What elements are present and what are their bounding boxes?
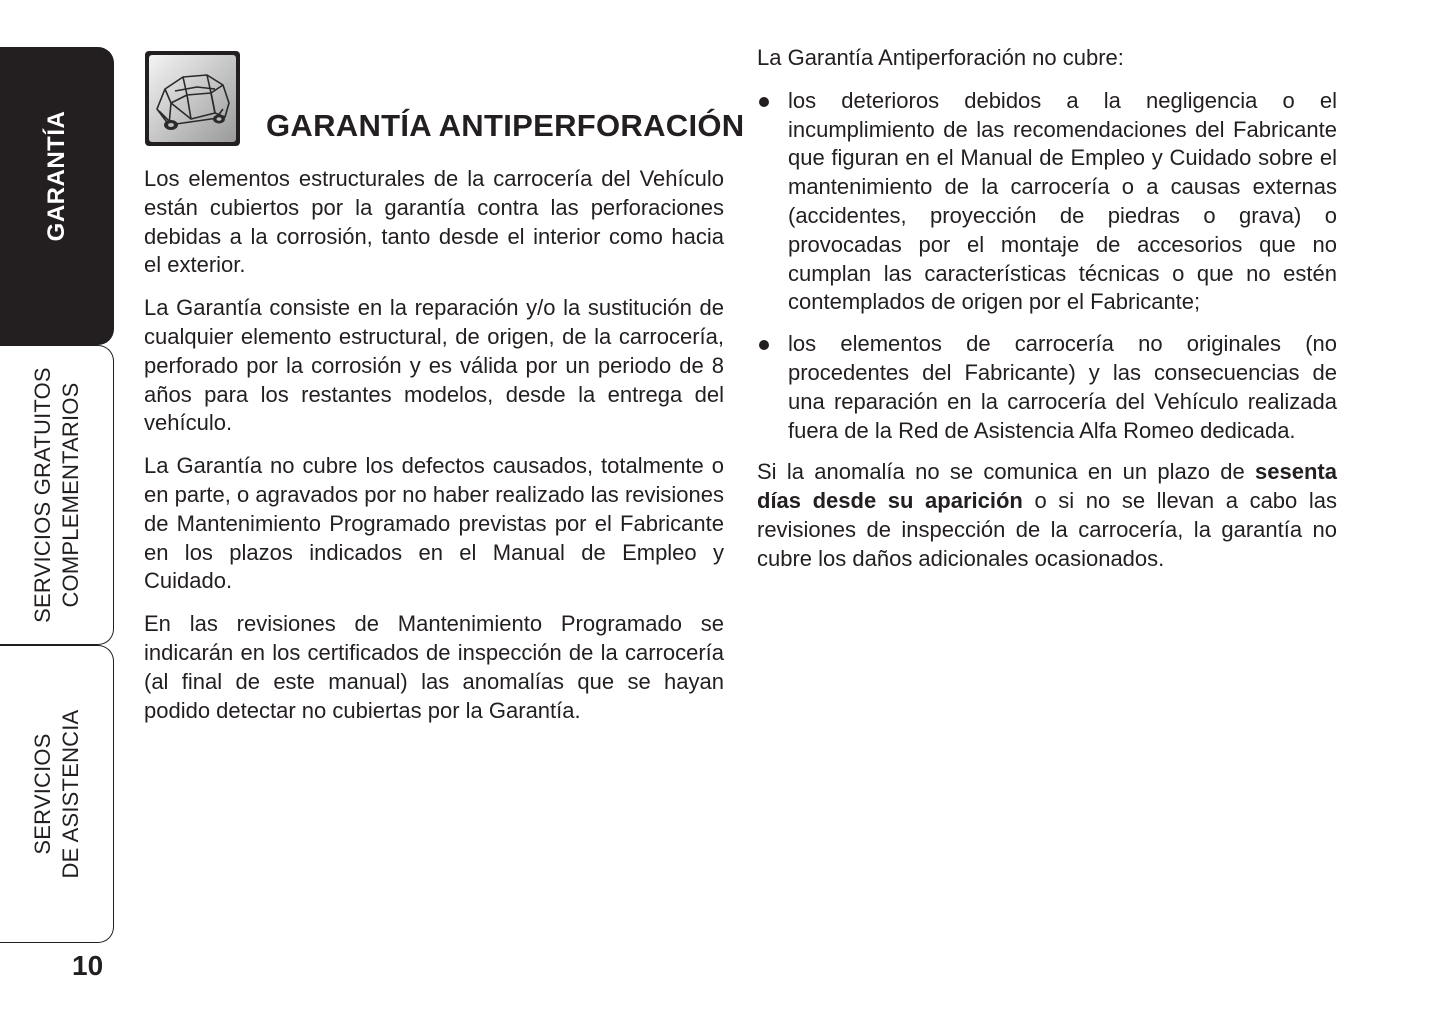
closing-text-after: o si no se llevan a cabo las revisiones de inspección de la carrocería, la garantía no cubre los daños adicionales ocasionados. <box>757 488 1337 571</box>
paragraph: La Garantía no cubre los defectos causados, totalmente o en parte, o agravados por no haber realizado las revisiones de Mantenimiento Programado previstas por el Fabricante en los plazos indicados en el Manual de Empleo y Cuidado. <box>144 453 724 594</box>
tab-servicios-asistencia[interactable] <box>0 645 114 943</box>
tab-label-line: SERVICIOS GRATUITOS <box>29 367 55 623</box>
tab-label-line: COMPLEMENTARIOS <box>57 382 83 608</box>
right-column <box>757 44 1337 588</box>
tab-label <box>29 367 85 623</box>
page-number: 10 <box>72 950 104 981</box>
bullet-icon <box>759 97 769 107</box>
closing-text-before: Si la anomalía no se comunica en un plazo de <box>757 459 1256 485</box>
paragraph: En las revisiones de Mantenimiento Programado se indicarán en los certificados de inspección de la carrocería (al final de este manual) las anomalías que se hayan podido detectar no cubiertas por la Garantía. <box>144 611 724 723</box>
intro-text: La Garantía Antiperforación no cubre: <box>757 45 1124 70</box>
tab-label <box>29 710 85 879</box>
tab-label: GARANTÍA <box>42 110 70 242</box>
tab-servicios-gratuitos[interactable] <box>0 345 114 645</box>
list-item-text: los elementos de carrocería no originales (no procedentes del Fabricante) y las consecuencias de una reparación en la carrocería del Vehículo realizada fuera de la Red de Asistencia Alfa Romeo dedicada. <box>788 331 1337 443</box>
list-item <box>757 87 1337 317</box>
tab-label-line: SERVICIOS <box>29 733 55 855</box>
closing-paragraph <box>757 458 1337 573</box>
paragraph: Los elementos estructurales de la carrocería del Vehículo están cubiertos por la garantía contra las perforaciones debidas a la corrosión, tanto desde el interior como hacia el exterior. <box>144 166 724 278</box>
left-column <box>144 165 724 739</box>
list-item-text: los deterioros debidos a la negligencia o el incumplimiento de las recomendaciones del Fabricante que figuran en el Manual de Empleo y Cuidado sobre el mantenimiento de la carrocería o a causas externas (accidentes, proyección de piedras o grava) o provocadas por el montaje de accesorios que no cumplan las características técnicas o que no estén contemplados de origen por el Fabricante; <box>788 87 1337 315</box>
paragraph: La Garantía consiste en la reparación y/o la sustitución de cualquier elemento estructural, de origen, de la carrocería, perforado por la corrosión y es válida por un periodo de 8 años para los restantes modelos, desde la entrega del vehículo. <box>144 295 724 436</box>
tab-garantia[interactable] <box>0 47 114 345</box>
closing-text-bold: sesenta días desde su aparición <box>757 459 1337 514</box>
list-item <box>757 330 1337 445</box>
car-body-frame-icon <box>145 51 240 146</box>
tab-label-line: DE ASISTENCIA <box>57 709 83 879</box>
section-title: GARANTÍA ANTIPERFORACIÓN <box>266 108 745 143</box>
bullet-icon <box>759 340 769 350</box>
exclusion-list <box>757 87 1337 446</box>
